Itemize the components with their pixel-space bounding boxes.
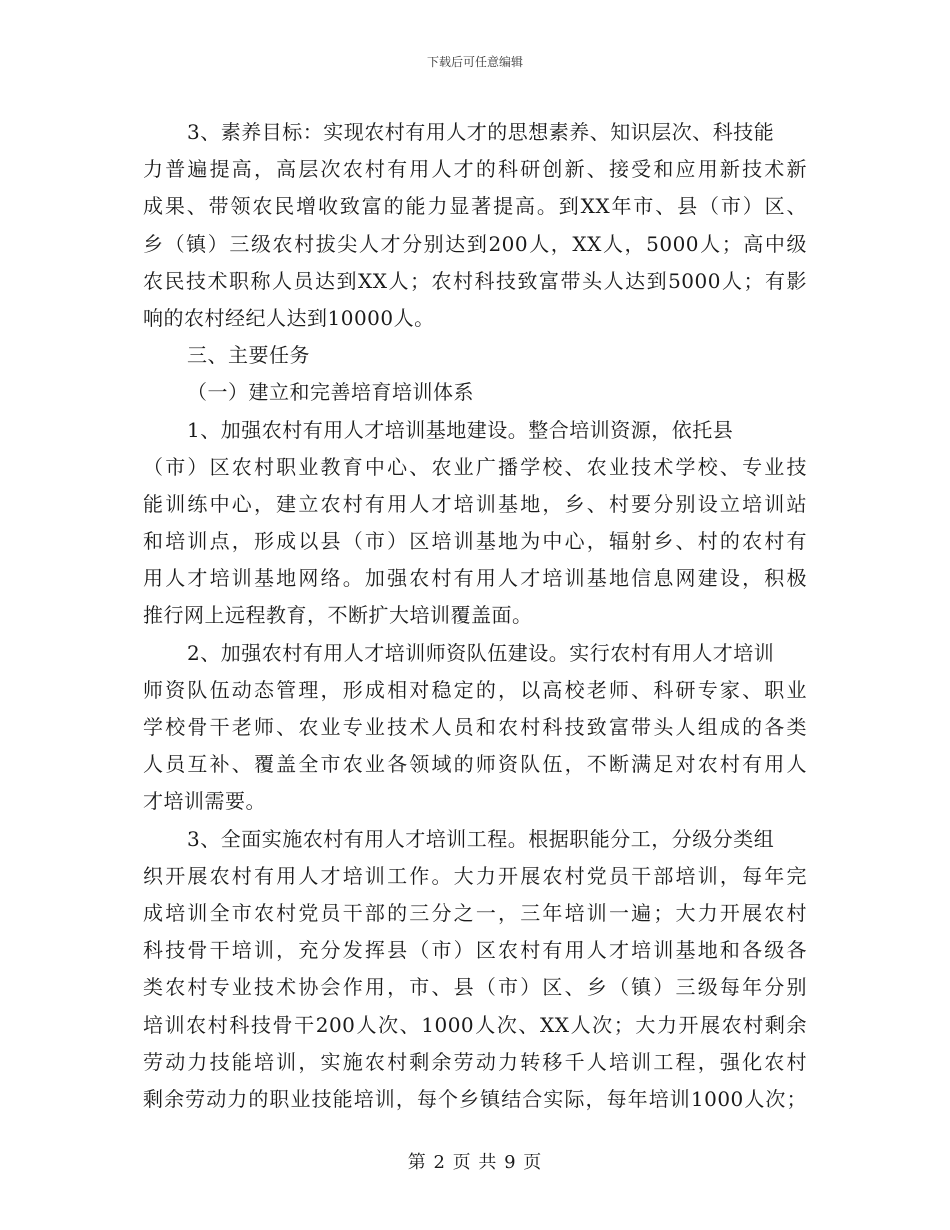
paragraph-line: 师资队伍动态管理，形成相对稳定的，以高校老师、科研专家、职业 — [143, 677, 807, 702]
paragraph-line: 织开展农村有用人才培训工作。大力开展农村党员干部培训，每年完 — [143, 863, 807, 888]
subsection-heading: （一）建立和完善培育培训体系 — [187, 380, 474, 405]
paragraph-line: 成果、带领农民增收致富的能力显著提高。到XX年市、县（市）区、 — [143, 194, 807, 219]
section-heading: 三、主要任务 — [187, 343, 310, 368]
paragraph-line: （市）区农村职业教育中心、农业广播学校、农业技术学校、专业技 — [143, 454, 807, 479]
document-body — [143, 114, 807, 1118]
paragraph-line: 农民技术职称人员达到XX人；农村科技致富带头人达到5000人；有影 — [143, 268, 807, 293]
paragraph-line: 力普遍提高，高层次农村有用人才的科研创新、接受和应用新技术新 — [143, 157, 807, 182]
paragraph-line: 科技骨干培训，充分发挥县（市）区农村有用人才培训基地和各级各 — [143, 938, 807, 963]
paragraph-line: 剩余劳动力的职业技能培训，每个乡镇结合实际，每年培训1000人次； — [143, 1086, 807, 1111]
paragraph-line: 1、加强农村有用人才培训基地建设。整合培训资源，依托县 — [187, 417, 734, 442]
paragraph-line: 类农村专业技术协会作用，市、县（市）区、乡（镇）三级每年分别 — [143, 975, 807, 1000]
paragraph-line: 培训农村科技骨干200人次、1000人次、XX人次；大力开展农村剩余 — [143, 1012, 807, 1037]
paragraph-line: 用人才培训基地网络。加强农村有用人才培训基地信息网建设，积极 — [143, 566, 807, 591]
paragraph-line: 劳动力技能培训，实施农村剩余劳动力转移千人培训工程，强化农村 — [143, 1049, 807, 1074]
paragraph-line: 3、素养目标：实现农村有用人才的思想素养、知识层次、科技能 — [187, 120, 775, 144]
page-number: 第 2 页 共 9 页 — [407, 1152, 543, 1173]
paragraph-line: 成培训全市农村党员干部的三分之一，三年培训一遍；大力开展农村 — [143, 900, 807, 925]
paragraph-line: 学校骨干老师、农业专业技术人员和农村科技致富带头人组成的各类 — [143, 715, 807, 739]
page-header-note: 下载后可任意编辑 — [426, 55, 523, 69]
paragraph-line: 乡（镇）三级农村拔尖人才分别达到200人，XX人，5000人；高中级 — [143, 231, 807, 256]
paragraph-line: 3、全面实施农村有用人才培训工程。根据职能分工，分级分类组 — [187, 826, 775, 851]
paragraph-line: 人员互补、覆盖全市农业各领域的师资队伍，不断满足对农村有用人 — [143, 752, 807, 777]
paragraph-line: 推行网上远程教育，不断扩大培训覆盖面。 — [143, 603, 533, 628]
paragraph-line: 能训练中心，建立农村有用人才培训基地，乡、村要分别设立培训站 — [143, 491, 807, 516]
paragraph-line: 才培训需要。 — [143, 789, 266, 814]
paragraph-line: 2、加强农村有用人才培训师资队伍建设。实行农村有用人才培训 — [187, 640, 775, 665]
paragraph-line: 和培训点，形成以县（市）区培训基地为中心，辐射乡、村的农村有 — [143, 529, 807, 554]
paragraph-line: 响的农村经纪人达到10000人。 — [143, 305, 435, 330]
